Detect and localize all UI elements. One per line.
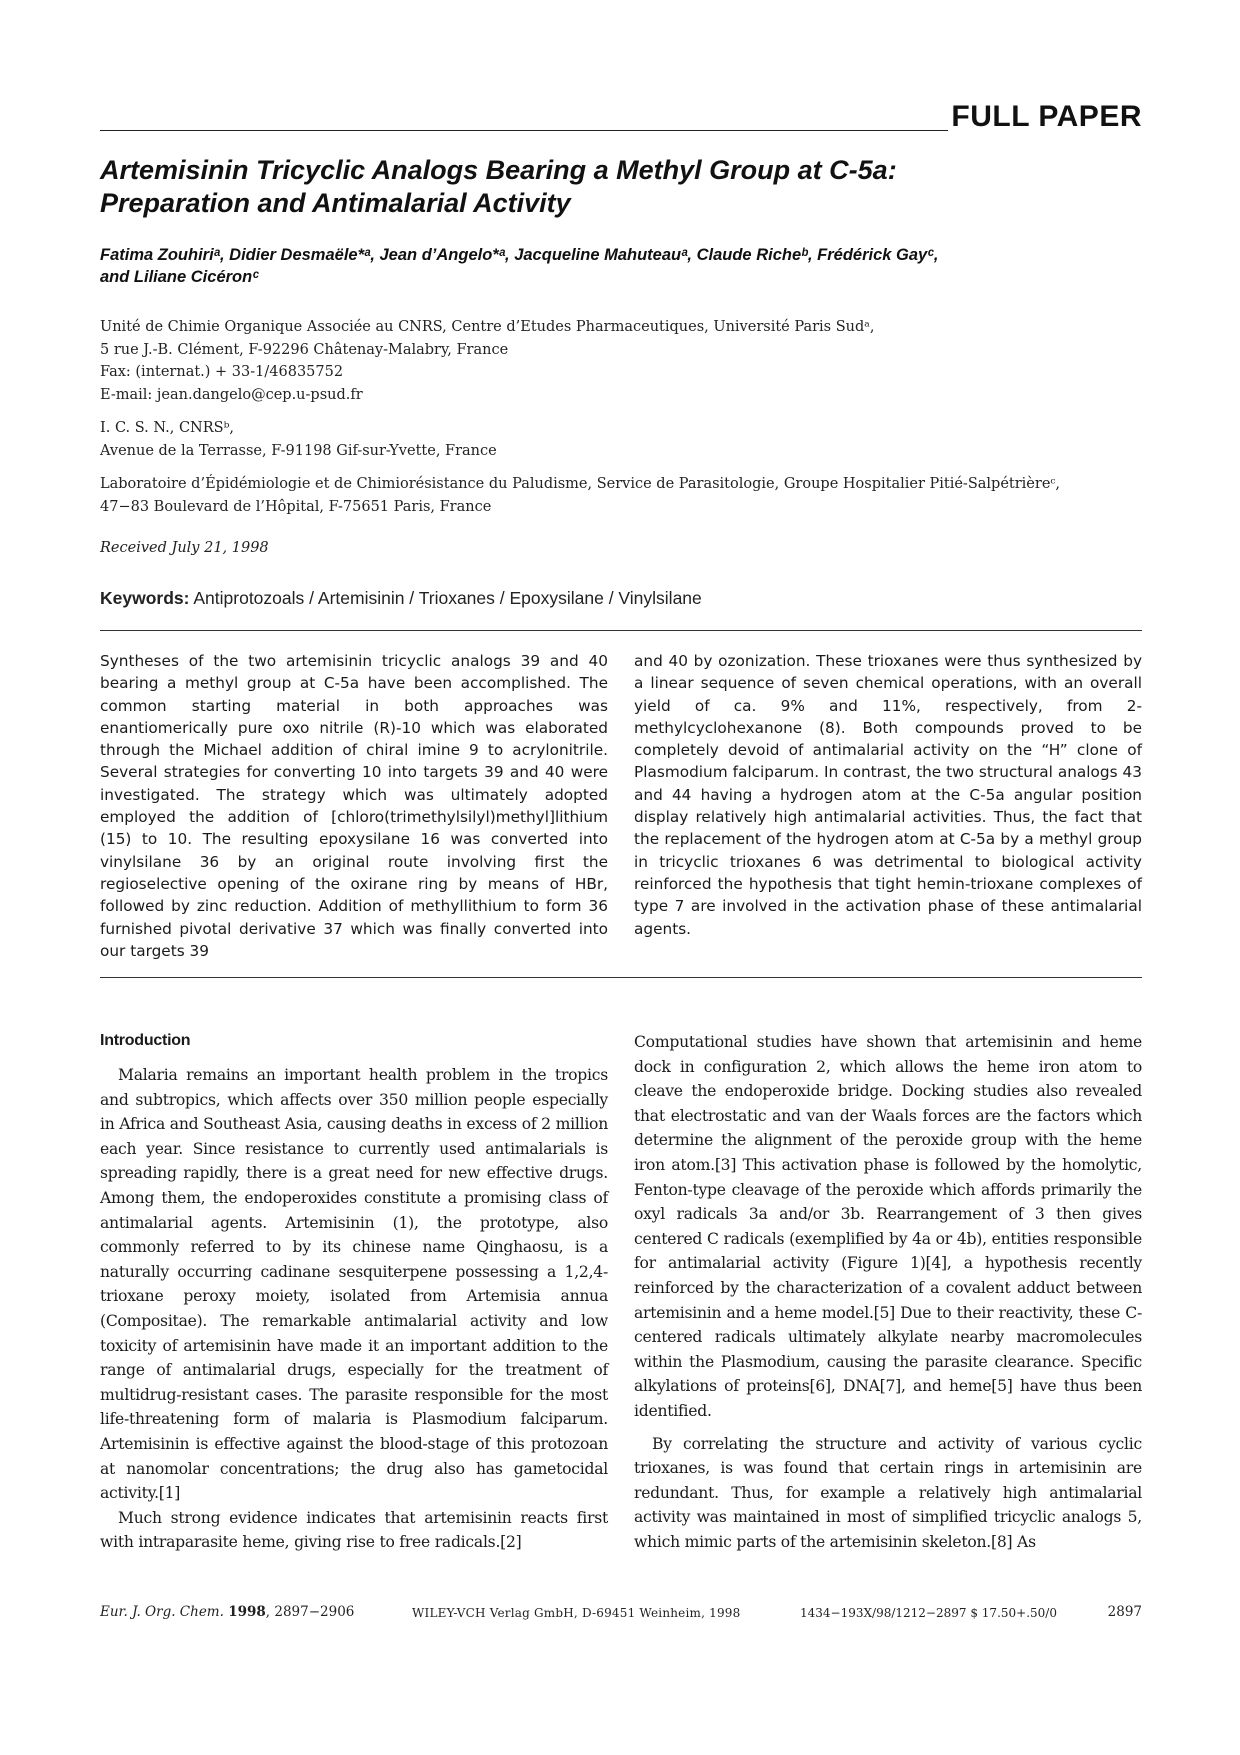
title-line-2: Preparation and Antimalarial Activity xyxy=(100,188,571,218)
affiliation-a-line: Unité de Chimie Organique Associée au CNRS, Centre d’Etudes Pharmaceutiques, Université Paris Sudᵃ, xyxy=(100,319,875,335)
body-column-right xyxy=(634,1030,1142,1554)
authors-line-2: and Liliane Cicéronᶜ xyxy=(100,268,259,286)
keywords xyxy=(100,588,702,609)
footer-journal-name: Eur. J. Org. Chem. xyxy=(100,1604,224,1620)
affiliation-c xyxy=(100,473,1140,518)
section-heading-introduction: Introduction xyxy=(100,1032,191,1049)
body-paragraph: Computational studies have shown that artemisinin and heme dock in configuration 2, which allows the heme iron atom to cleave the endoperoxide bridge. Docking studies also revealed that electrostatic and van der Waals forces are the factors which determine the alignment of the peroxide group with the heme iron atom.[3] This activation phase is followed by the homolytic, Fenton-type cleavage of the peroxide which affords primarily the oxyl radicals 3a and/or 3b. Rearrangement of 3 then gives centered C radicals (exemplified by 4a or 4b), entities responsible for antimalarial activity (Figure 1)[4], a hypothesis recently reinforced by the characterization of a covalent adduct between artemisinin and a heme model.[5] Due to their reactivity, these C-centered radicals ultimately alkylate nearby macromolecules within the Plasmodium, causing the parasite clearance. Specific alkylations of proteins[6], DNA[7], and heme[5] have thus been identified. xyxy=(634,1033,1142,1420)
affiliation-c-line: 47−83 Boulevard de l’Hôpital, F-75651 Paris, France xyxy=(100,498,492,515)
abstract-column-right xyxy=(634,650,1142,940)
body-paragraph: By correlating the structure and activity of various cyclic trioxanes, is was found that certain rings in artemisinin are redundant. Thus, for example a relatively high antimalarial activity was maintained in most of simplified tricyclic analogs 5, which mimic parts of the artemisinin skeleton.[8] As xyxy=(634,1434,1142,1551)
keywords-label: Keywords: xyxy=(100,588,190,608)
page-number: 2897 xyxy=(1107,1604,1142,1620)
keywords-text: Antiprotozoals / Artemisinin / Trioxanes / Epoxysilane / Vinylsilane xyxy=(193,588,702,608)
author-list xyxy=(100,244,1100,288)
affiliation-b-line: Avenue de la Terrasse, F-91198 Gif-sur-Yvette, France xyxy=(100,442,497,459)
affiliation-a xyxy=(100,316,1140,406)
page-footer xyxy=(100,1604,1142,1626)
affiliation-a-line: Fax: (internat.) + 33-1/46835752 xyxy=(100,364,344,380)
footer-publisher: WILEY-VCH Verlag GmbH, D-69451 Weinheim, 1998 xyxy=(412,1606,741,1620)
body-column-left xyxy=(100,1030,608,1555)
abstract-text-left: Syntheses of the two artemisinin tricyclic analogs 39 and 40 bearing a methyl group at C-5a have been accomplished. The common starting material in both approaches was enantiomerically pure oxo nitrile (R)-10 which was elaborated through the Michael addition of chiral imine 9 to acrylonitrile. Several strategies for converting 10 into targets 39 and 40 were investigated. The strategy which was ultimately adopted employed the addition of [chloro(trimethylsilyl)methyl]lithium (15) to 10. The resulting epoxysilane 16 was converted into vinylsilane 36 by an original route involving first the regioselective opening of the oxirane ring by means of HBr, followed by zinc reduction. Addition of methyllithium to form 36 furnished pivotal derivative 37 which was finally converted into our targets 39 xyxy=(100,652,608,960)
affiliation-b-line: I. C. S. N., CNRSᵇ, xyxy=(100,420,235,436)
section-label: FULL PAPER xyxy=(951,100,1142,133)
article-title xyxy=(100,154,1100,220)
authors-line-1: Fatima Zouhiriᵃ, Didier Desmaële*ᵃ, Jean d’Angelo*ᵃ, Jacqueline Mahuteauᵃ, Claude Richeᵇ, Frédérick Gayᶜ, xyxy=(100,246,939,264)
page-header xyxy=(100,100,1142,138)
footer-issn-code: 1434−193X/98/1212−2897 $ 17.50+.50/0 xyxy=(800,1606,1057,1620)
title-line-1: Artemisinin Tricyclic Analogs Bearing a Methyl Group at C-5a: xyxy=(100,155,897,185)
abstract-column-left xyxy=(100,650,608,962)
abstract-top-rule xyxy=(100,630,1142,631)
body-paragraph: Much strong evidence indicates that artemisinin reacts first with intraparasite heme, giving rise to free radicals.[2] xyxy=(100,1508,608,1552)
affiliation-b xyxy=(100,417,1140,462)
footer-pages: , 2897−2906 xyxy=(265,1604,355,1620)
affiliation-a-line: 5 rue J.-B. Clément, F-92296 Châtenay-Malabry, France xyxy=(100,341,509,358)
abstract-text-right: and 40 by ozonization. These trioxanes were thus synthesized by a linear sequence of seven chemical operations, with an overall yield of ca. 9% and 11%, respectively, from 2-methylcyclohexanone (8). Both compounds proved to be completely devoid of antimalarial activity on the “H” clone of Plasmodium falciparum. In contrast, the two structural analogs 43 and 44 having a hydrogen atom at the C-5a angular position display relatively high antimalarial activities. Thus, the fact that the replacement of the hydrogen atom at C-5a by a methyl group in tricyclic trioxanes 6 was detrimental to biological activity reinforced the hypothesis that tight hemin-trioxane complexes of type 7 are involved in the activation phase of these antimalarial agents. xyxy=(634,652,1142,938)
received-date: Received July 21, 1998 xyxy=(100,540,269,556)
abstract-bottom-rule xyxy=(100,977,1142,978)
affiliation-a-email: E-mail: jean.dangelo@cep.u-psud.fr xyxy=(100,386,363,403)
body-paragraph: Malaria remains an important health problem in the tropics and subtropics, which affects over 350 million people especially in Africa and Southeast Asia, causing deaths in excess of 2 million each year. Since resistance to currently used antimalarials is spreading rapidly, there is a great need for new effective drugs. Among them, the endoperoxides constitute a promising class of antimalarial agents. Artemisinin (1), the prototype, also commonly referred to by its chinese name Qinghaosu, is a naturally occurring cadinane sesquiterpene possessing a 1,2,4-trioxane peroxy moiety, isolated from Artemisia annua (Compositae). The remarkable antimalarial activity and low toxicity of artemisinin have made it an important addition to the range of antimalarial drugs, especially for the treatment of multidrug-resistant cases. The parasite responsible for the most life-threatening form of malaria is Plasmodium falciparum. Artemisinin is effective against the blood-stage of this protozoan at nanomolar concentrations; the drug also has gametocidal activity.[1] xyxy=(100,1066,608,1503)
affiliation-c-line: Laboratoire d’Épidémiologie et de Chimiorésistance du Paludisme, Service de Parasitologie, Groupe Hospitalier Pitié-Salpétrièreᶜ, xyxy=(100,476,1061,492)
header-rule xyxy=(100,130,948,131)
footer-citation xyxy=(100,1604,354,1620)
footer-year: 1998 xyxy=(228,1604,266,1620)
